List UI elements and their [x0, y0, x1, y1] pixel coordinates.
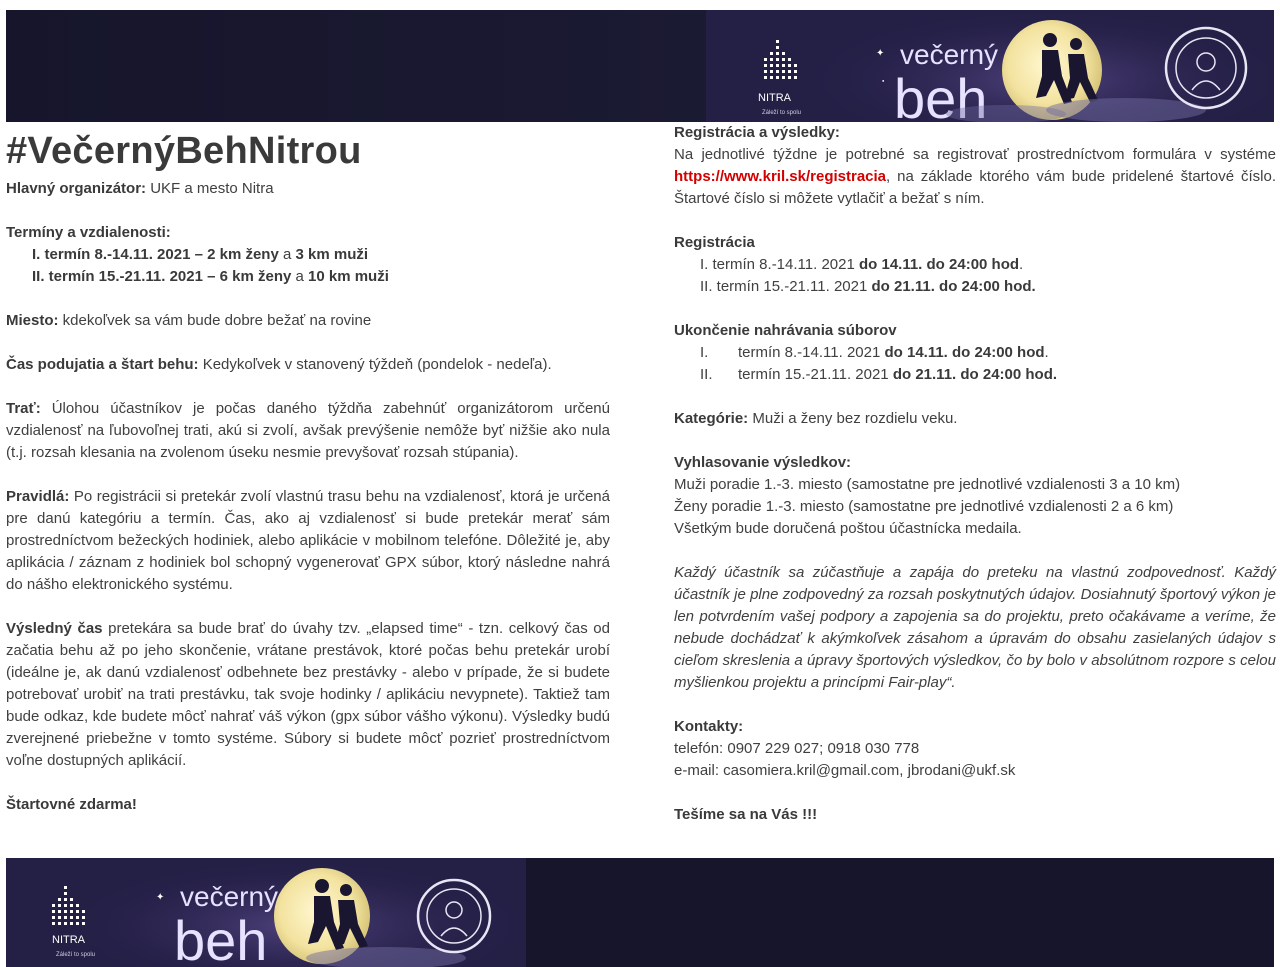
track-label: Trať:	[6, 400, 41, 417]
upload2-text: termín 15.-21.11. 2021	[738, 366, 893, 383]
disclaimer-paragraph: Každý účastník sa zúčastňuje a zapája do preteku na vlastnú zodpovednosť. Každý účastník je plne zodpovedný za rozsah poskytnutých údajov. Dosiahnutý športový výkon je len potvrdením vašej podpory a zapojenia sa do projektu, preto očakávame a veríme, že nebude dochádzať k akýmkoľvek zásahom a úpravám do obsahu zasielaných údajov s cieľom skreslenia a úpravy športových výsledkov, čo by bolo v absolútnom rozpore s celou myšlienkou projektu a princípmi Fair-play“.	[674, 564, 1276, 691]
time-line	[6, 354, 610, 376]
star-icon: ✦	[156, 892, 165, 903]
term1-line	[6, 244, 610, 266]
reg2-deadline: do 21.11. do 24:00 hod.	[871, 278, 1036, 295]
announce-men: Muži poradie 1.-3. miesto (samostatne pre jednotlivé vzdialenosti 3 a 10 km)	[674, 476, 1181, 493]
place-label: Miesto:	[6, 312, 59, 329]
upload1-deadline: do 14.11. do 24:00 hod	[884, 344, 1045, 361]
term1-text: I. termín 8.-14.11. 2021 – 2 km ženy	[32, 246, 279, 263]
brand-line2: beh	[174, 909, 268, 967]
announce-medal: Všetkým bude doručená poštou účastnícka medaila.	[674, 520, 1022, 537]
reg-text-b: , na základe ktorého vám bude pridelené štartové číslo. Štartové číslo si môžete vytlačiť a bežať s ním.	[674, 168, 1276, 207]
place-line	[6, 310, 610, 332]
organizer-label: Hlavný organizátor:	[6, 180, 147, 197]
upload-label: Ukončenie nahrávania súborov	[674, 322, 897, 339]
registration-label: Registrácia	[674, 234, 755, 251]
category-line	[674, 408, 1276, 430]
announce-women: Ženy poradie 1.-3. miesto (samostatne pre jednotlivé vzdialenosti 2 a 6 km)	[674, 498, 1174, 515]
brand-line1: večerný	[180, 881, 279, 912]
rules-paragraph	[6, 486, 610, 596]
upload2-deadline: do 21.11. do 24:00 hod.	[892, 366, 1058, 383]
upload2-num: II.	[700, 366, 713, 383]
result-label: Výsledný čas	[6, 620, 103, 637]
contact-phone: telefón: 0907 229 027; 0918 030 778	[674, 740, 920, 757]
place-value: kdekoľvek sa vám bude dobre bežať na rovine	[58, 312, 372, 329]
right-column	[674, 122, 1276, 826]
contact-email: e-mail: casomiera.kril@gmail.com, jbrodani@ukf.sk	[674, 762, 1016, 779]
city-label: NITRA	[758, 92, 791, 104]
track-paragraph	[6, 398, 610, 464]
upload1-line	[674, 342, 1276, 364]
city-sub-label: Záleží to spolu	[56, 952, 96, 958]
upload1-num: I.	[700, 344, 709, 361]
top-banner	[6, 10, 1274, 122]
term1-and: a	[278, 246, 296, 263]
city-label: NITRA	[52, 934, 85, 946]
result-paragraph	[6, 618, 610, 772]
time-value: Kedykoľvek v stanovený týždeň (pondelok - nedeľa).	[198, 356, 552, 373]
upload1-text: termín 8.-14.11. 2021	[738, 344, 885, 361]
bottom-banner	[6, 858, 1274, 967]
announce-label: Vyhlasovanie výsledkov:	[674, 454, 852, 471]
term2-text: II. termín 15.-21.11. 2021 – 6 km ženy	[32, 268, 292, 285]
reg1-deadline: do 14.11. do 24:00 hod	[858, 256, 1020, 273]
reg1-dot: .	[1019, 256, 1024, 273]
upload1-dot: .	[1044, 344, 1049, 361]
event-banner-art	[706, 10, 1274, 122]
reg2-line	[674, 276, 1276, 298]
term2-line	[6, 266, 610, 288]
registration-link[interactable]: https://www.kril.sk/registracia	[674, 168, 887, 185]
upload2-line	[674, 364, 1276, 386]
organizer-line	[6, 178, 610, 200]
reg-text-a: Na jednotlivé týždne je potrebné sa registrovať prostredníctvom formulára v systéme	[674, 146, 1276, 163]
left-column	[6, 122, 610, 816]
rules-label: Pravidlá:	[6, 488, 70, 505]
organizer-value: UKF a mesto Nitra	[146, 180, 274, 197]
reg-results-label: Registrácia a výsledky:	[674, 124, 840, 141]
term2-men: 10 km muži	[308, 268, 389, 285]
reg2-text: II. termín 15.-21.11. 2021	[700, 278, 872, 295]
reg1-line	[674, 254, 1276, 276]
rules-value: Po registrácii si pretekár zvolí vlastnú trasu behu na vzdialenosť, ktorá je určená pre danú kategóriu a termín. Čas, ako aj vzdialenosť si bude pretekár merať sám prostredníctvom bežeckých hodiniek, alebo aplikácie v mobilnom telefóne. Dôležité je, aby aplikácia / záznam z hodiniek bol schopný vygenerovať GPX súbor, ktorý následne nahrá do nášho elektronického systému.	[6, 488, 610, 593]
time-label: Čas podujatia a štart behu:	[6, 356, 199, 373]
reg1-text: I. termín 8.-14.11. 2021	[700, 256, 859, 273]
term2-and: a	[291, 268, 309, 285]
result-value: pretekára sa bude brať do úvahy tzv. „elapsed time“ - tzn. celkový čas od začatia behu až po jeho skončenie, vrátane prestávok, ktoré počas behu pretekár urobí (ideálne je, ak danú vzdialenosť odbehnete bez prestávky - alebo v prípade, že si budete potrebovať urobiť na trati prestávku, tak svoje hodinky / aplikáciu nevypnete). Taktiež tam bude odkaz, kde budete môcť nahrať váš výkon (gpx súbor vášho výkonu). Výsledky budú zverejnené priebežne v tomto systéme. Súbory si budete môcť pozrieť prostredníctvom voľne dostupných aplikácií.	[6, 620, 610, 769]
category-label: Kategórie:	[674, 410, 749, 427]
star-icon: ●	[882, 78, 885, 83]
contacts-label: Kontakty:	[674, 718, 744, 735]
brand-line1: večerný	[900, 39, 999, 70]
brand-line2: beh	[894, 67, 988, 122]
terms-label: Termíny a vzdialenosti:	[6, 224, 171, 241]
city-sub-label: Záleží to spolu	[762, 110, 802, 116]
star-icon: ✦	[876, 48, 885, 59]
event-banner-art-bottom	[6, 858, 526, 967]
closing-line: Tešíme sa na Vás !!!	[674, 806, 818, 823]
page-title: #VečernýBehNitrou	[6, 130, 362, 172]
reg-paragraph	[674, 144, 1276, 210]
category-value: Muži a ženy bez rozdielu veku.	[748, 410, 958, 427]
track-value: Úlohou účastníkov je počas daného týždňa zabehnúť organizátorom určenú vzdialenosť na ľubovoľnej trati, akú si zvolí, avšak prevýšenie nemôže byť nižšie ako nula (t.j. rozsah klesania na zvolenom úseku nesmie prevyšovať rozsah stúpania).	[6, 400, 610, 461]
term1-men: 3 km muži	[295, 246, 369, 263]
free-entry: Štartovné zdarma!	[6, 796, 137, 813]
